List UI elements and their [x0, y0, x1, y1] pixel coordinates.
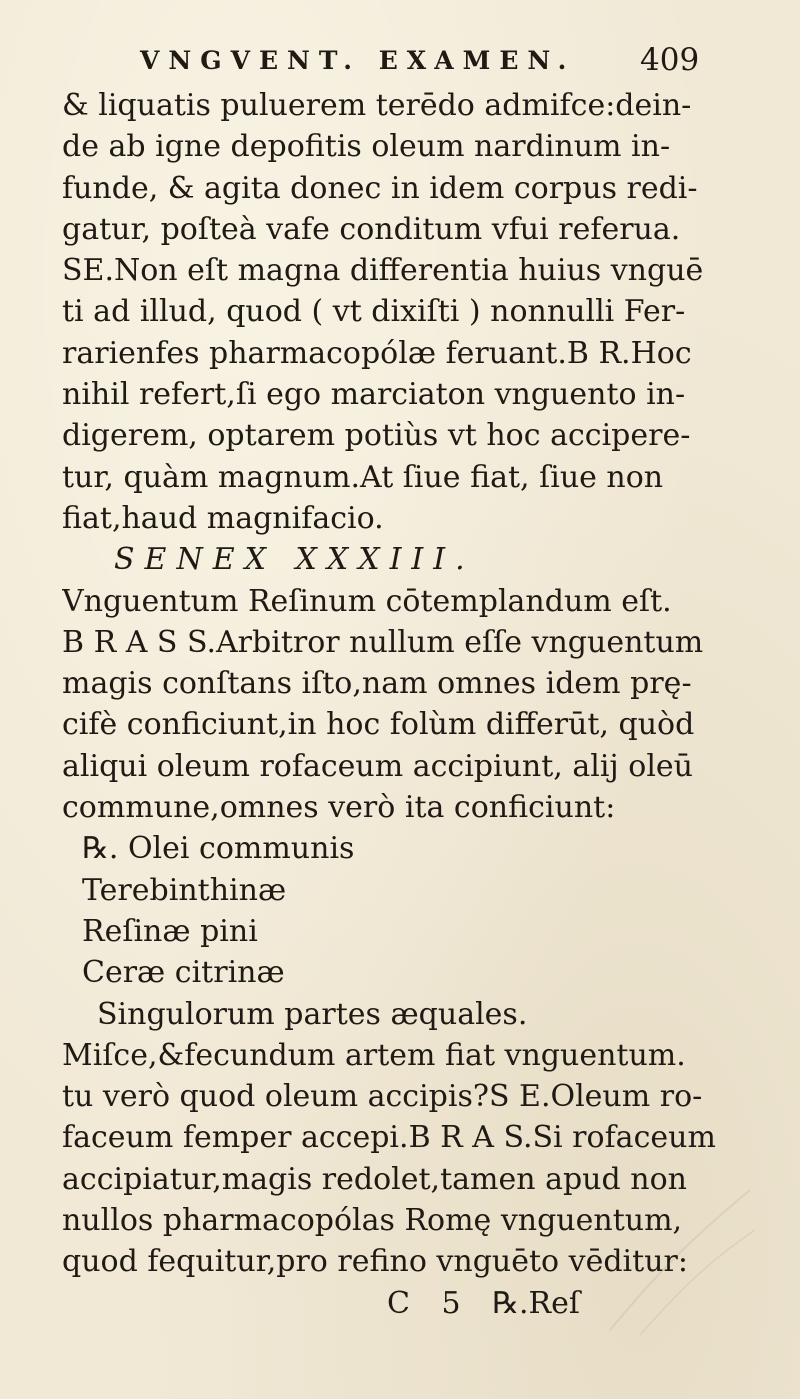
running-title: VNGVENT. EXAMEN. [140, 46, 576, 75]
text-line: commune,omnes verò ita conficiunt: [62, 790, 616, 826]
recipe-ingredient: Terebinthinæ [82, 872, 287, 908]
text-line: tur, quàm magnum.At ſiue fiat, ſiue non [62, 459, 664, 495]
signature-and-catchword: C 5 ℞.Reſ [387, 1285, 580, 1321]
paper-show-through [600, 1180, 760, 1340]
text-line: de ab igne depofitis oleum nardinum in- [62, 129, 671, 165]
text-line: SE.Non eſt magna differentia huius vnguē [62, 253, 704, 289]
text-line: ti ad illud, quod ( vt dixiſti ) nonnulli Fer- [62, 294, 686, 330]
recipe-quantity: Singulorum partes æquales. [97, 996, 528, 1032]
page-number: 409 [640, 42, 700, 78]
recipe-line: ℞. Olei communis [82, 831, 355, 867]
text-line: rarienfes pharmacopólæ feruant.B R.Hoc [62, 335, 692, 371]
text-line: nullos pharmacopólas Romę vnguentum, [62, 1203, 683, 1239]
section-title: Vnguentum Reſinum cōtemplandum eſt. [62, 583, 672, 619]
text-line: & liquatis puluerem terēdo admifce:dein- [62, 88, 692, 123]
text-line: nihil refert,ſi ego marciaton vnguento in- [62, 377, 686, 413]
recipe-ingredient: Reſinæ pini [82, 913, 258, 949]
section-heading: SENEX XXXIII. [114, 542, 475, 578]
text-line: B R A S S.Arbitror nullum eſſe vnguentum [62, 624, 704, 660]
recipe-ingredient: Ceræ citrinæ [82, 955, 285, 991]
text-line: fiat,haud magnifacio. [62, 500, 384, 536]
text-line: funde, & agita donec in idem corpus redi- [62, 170, 698, 206]
body-text [62, 85, 782, 1324]
text-line: magis conſtans iſto,nam omnes idem prę- [62, 666, 692, 702]
text-line: aliqui oleum rofaceum accipiunt, alij oleū [62, 748, 693, 784]
running-head [0, 38, 800, 78]
text-line: Miſce,&fecundum artem fiat vnguentum. [62, 1037, 686, 1073]
text-line: tu verò quod oleum accipis?S E.Oleum ro- [62, 1079, 703, 1115]
text-line: cifè conficiunt,in hoc folùm differūt, quòd [62, 707, 695, 743]
text-line: digerem, optarem potiùs vt hoc accipere- [62, 418, 691, 454]
text-line: gatur, poſteà vafe conditum vfui referua. [62, 211, 681, 247]
text-line: faceum femper accepi.B R A S.Si rofaceum [62, 1120, 716, 1156]
text-line: quod fequitur,pro refino vnguēto vēditur: [62, 1244, 688, 1280]
text-line: accipiatur,magis redolet,tamen apud non [62, 1161, 687, 1197]
